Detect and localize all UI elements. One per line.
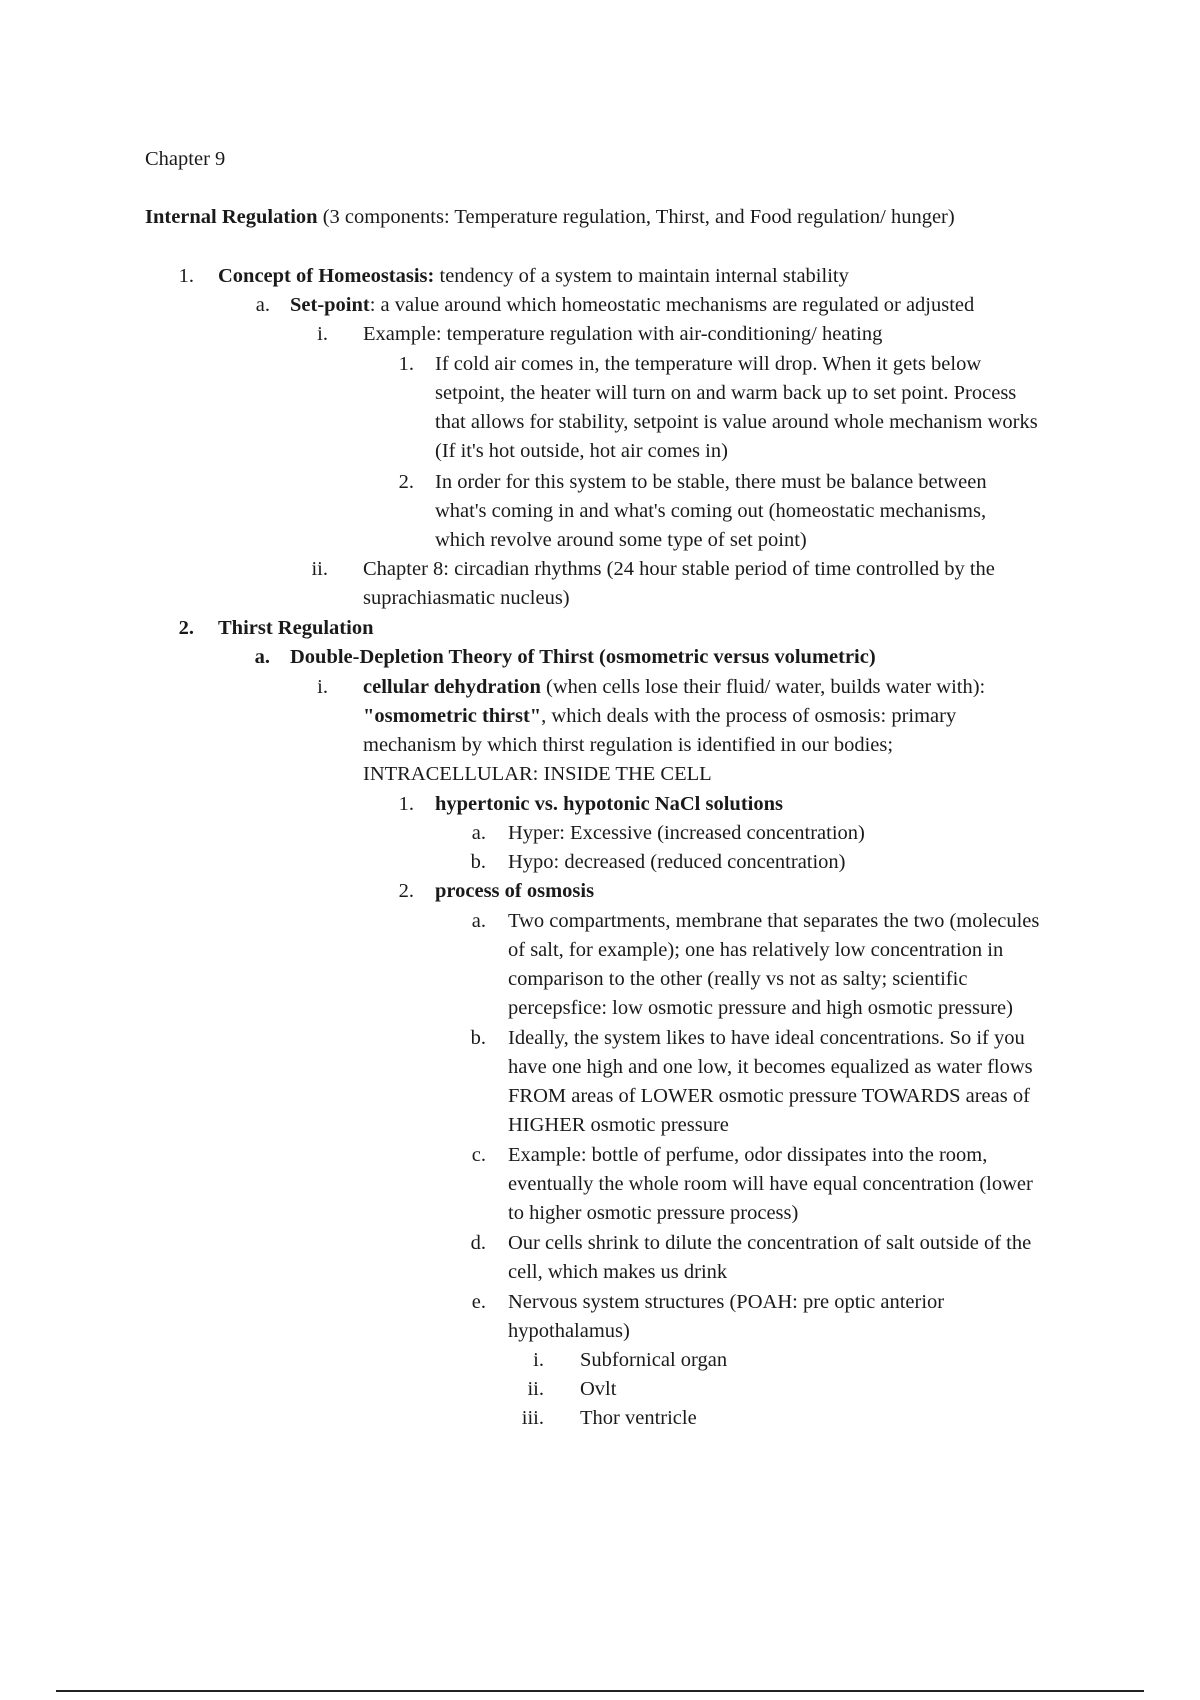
paragraph-line: setpoint, the heater will turn on and warm back up to set point. Process: [435, 382, 1017, 404]
list-item-thirst-regulation: Thirst Regulation: [218, 617, 374, 639]
paragraph-line: suprachiasmatic nucleus): [363, 587, 570, 609]
list-marker: b.: [470, 1027, 486, 1049]
item-text: : a value around which homeostatic mechanisms are regulated or adjusted: [369, 294, 975, 316]
paragraph-line: Our cells shrink to dilute the concentration of salt outside of the: [508, 1232, 1032, 1254]
list-item-double-depletion: Double-Depletion Theory of Thirst (osmometric versus volumetric): [290, 646, 876, 668]
list-marker: a.: [255, 294, 270, 316]
list-marker: 1.: [178, 265, 194, 287]
list-marker: ii.: [527, 1378, 544, 1400]
heading-bold: Internal Regulation: [145, 206, 318, 228]
paragraph-line: which revolve around some type of set point): [435, 529, 807, 551]
list-marker: c.: [471, 1144, 486, 1166]
list-marker: d.: [470, 1232, 486, 1254]
paragraph-line: percepsfice: low osmotic pressure and high osmotic pressure): [508, 997, 1013, 1019]
list-marker: e.: [471, 1291, 486, 1313]
paragraph-line: to higher osmotic pressure process): [508, 1202, 799, 1224]
list-marker: i.: [533, 1349, 544, 1371]
list-marker: a.: [471, 822, 486, 844]
list-item-homeostasis: [218, 262, 849, 290]
item-text: tendency of a system to maintain internal stability: [434, 265, 849, 287]
paragraph-line: [363, 702, 956, 730]
list-item-hyper: Hyper: Excessive (increased concentration): [508, 822, 865, 844]
paragraph-line: Two compartments, membrane that separates the two (molecules: [508, 910, 1040, 932]
list-item-osmosis: process of osmosis: [435, 880, 595, 902]
paragraph-line: that allows for stability, setpoint is value around whole mechanism works: [435, 411, 1038, 433]
item-title: Set-point: [290, 294, 370, 316]
term-bold: "osmometric thirst": [363, 705, 542, 727]
term-rest: , which deals with the process of osmosis: primary: [541, 705, 957, 727]
paragraph-line: Chapter 8: circadian rhythms (24 hour stable period of time controlled by the: [363, 558, 995, 580]
paragraph-line: mechanism by which thirst regulation is identified in our bodies;: [363, 734, 894, 756]
list-marker: iii.: [521, 1407, 544, 1429]
paragraph-line: hypothalamus): [508, 1320, 630, 1342]
list-marker: i.: [317, 676, 328, 698]
paragraph-line: eventually the whole room will have equal concentration (lower: [508, 1173, 1033, 1195]
section-heading: [145, 203, 955, 231]
paragraph-line: If cold air comes in, the temperature will drop. When it gets below: [435, 353, 982, 375]
paragraph-line: comparison to the other (really vs not as salty; scientific: [508, 968, 968, 990]
paragraph-line: have one high and one low, it becomes equalized as water flows: [508, 1056, 1033, 1078]
paragraph-line: Example: bottle of perfume, odor dissipates into the room,: [508, 1144, 988, 1166]
paragraph-line: of salt, for example); one has relatively low concentration in: [508, 939, 1004, 961]
list-marker: 1.: [398, 353, 414, 375]
paragraph-line: FROM areas of LOWER osmotic pressure TOWARDS areas of: [508, 1085, 1030, 1107]
list-item-hypo: Hypo: decreased (reduced concentration): [508, 851, 846, 873]
list-marker: a.: [471, 910, 486, 932]
list-marker: a.: [254, 646, 270, 668]
list-item-example: Example: temperature regulation with air-conditioning/ heating: [363, 323, 883, 345]
list-item-thor-ventricle: Thor ventricle: [580, 1407, 697, 1429]
paragraph-line: HIGHER osmotic pressure: [508, 1114, 729, 1136]
list-marker: b.: [470, 851, 486, 873]
list-marker: 1.: [398, 793, 414, 815]
list-item-set-point: [290, 291, 974, 319]
paragraph-line: Ideally, the system likes to have ideal concentrations. So if you: [508, 1027, 1025, 1049]
paragraph-line: Nervous system structures (POAH: pre optic anterior: [508, 1291, 945, 1313]
term-bold: cellular dehydration: [363, 676, 541, 698]
paragraph-line: (If it's hot outside, hot air comes in): [435, 440, 728, 462]
list-item-ovlt: Ovlt: [580, 1378, 617, 1400]
heading-rest: (3 components: Temperature regulation, Thirst, and Food regulation/ hunger): [317, 206, 955, 228]
paragraph-line: what's coming in and what's coming out (homeostatic mechanisms,: [435, 500, 987, 522]
paragraph-line: cell, which makes us drink: [508, 1261, 728, 1283]
paragraph-line: [363, 673, 985, 701]
list-marker: 2.: [178, 617, 194, 639]
list-marker: ii.: [311, 558, 328, 580]
paragraph-line: In order for this system to be stable, there must be balance between: [435, 471, 987, 493]
list-marker: i.: [317, 323, 328, 345]
list-item-hypertonic: hypertonic vs. hypotonic NaCl solutions: [435, 793, 783, 815]
page-divider: [56, 1690, 1144, 1692]
list-item-subfornical: Subfornical organ: [580, 1349, 728, 1371]
chapter-title: Chapter 9: [145, 148, 226, 170]
item-title: Concept of Homeostasis:: [218, 265, 435, 287]
list-marker: 2.: [398, 880, 414, 902]
term-rest: (when cells lose their fluid/ water, builds water with):: [540, 676, 986, 698]
list-marker: 2.: [398, 471, 414, 493]
paragraph-line: INTRACELLULAR: INSIDE THE CELL: [363, 763, 712, 785]
